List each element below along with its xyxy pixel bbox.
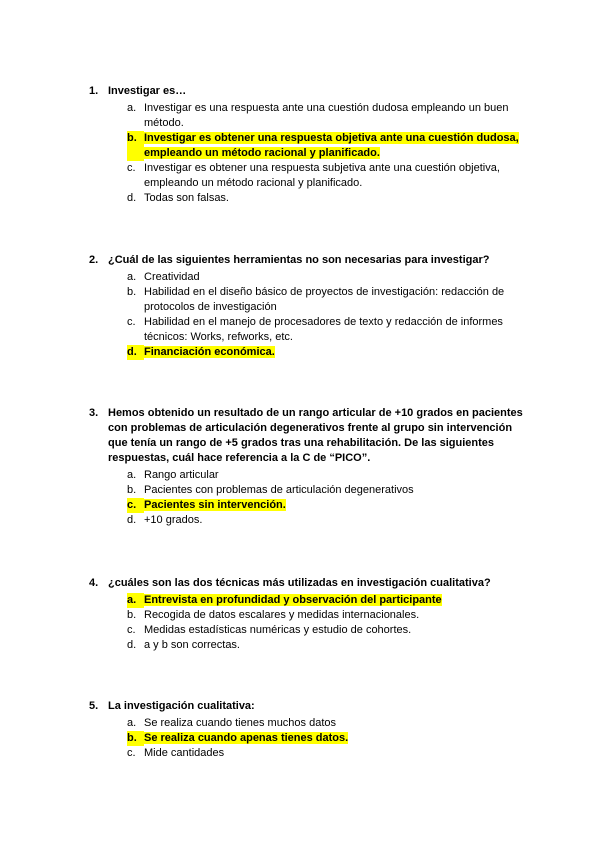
question-number: 1.	[89, 85, 99, 97]
option-text: Investigar es obtener una respuesta subjetiva ante una cuestión objetiva, empleando un método racional y planificado.	[144, 162, 500, 189]
question-text: ¿cuáles son las dos técnicas más utilizadas en investigación cualitativa?	[108, 577, 491, 589]
answer-option-a	[89, 101, 529, 131]
answer-option-d	[89, 513, 529, 528]
answer-option-b	[89, 483, 529, 498]
option-text: Rango articular	[144, 469, 219, 481]
answer-option-c	[89, 315, 529, 345]
answer-options	[89, 101, 529, 206]
question-text: Hemos obtenido un resultado de un rango articular de +10 grados en pacientes con problemas de articulación degenerativos frente al grupo sin intervención que tenía un rango de +5 grados tras una rehabilitación. De las siguientes respuestas, cuál hace referencia a la C de “PICO”.	[108, 407, 523, 464]
answer-option-b	[89, 731, 529, 746]
option-letter: d.	[127, 514, 137, 526]
question-4	[89, 576, 529, 653]
highlighted-answer-text: Entrevista en profundidad y observación del participante	[144, 594, 442, 606]
option-letter: c.	[127, 162, 136, 174]
option-text: Todas son falsas.	[144, 192, 229, 204]
option-text: Recogida de datos escalares y medidas internacionales.	[144, 609, 420, 621]
option-letter: c.	[127, 498, 144, 513]
option-letter: a.	[127, 469, 137, 481]
question-number: 3.	[89, 407, 99, 419]
question-5	[89, 699, 529, 761]
answer-option-a	[89, 593, 529, 608]
question-text: Investigar es…	[108, 85, 187, 97]
question-text: La investigación cualitativa:	[108, 700, 255, 712]
answer-option-d	[89, 191, 529, 206]
option-text: Se realiza cuando tienes muchos datos	[144, 717, 337, 729]
question-heading	[89, 576, 529, 591]
answer-option-c	[89, 498, 529, 513]
option-text: Habilidad en el manejo de procesadores de texto y redacción de informes técnicos: Works, refworks, etc.	[144, 316, 503, 343]
option-letter: d.	[127, 192, 137, 204]
answer-option-d	[89, 345, 529, 360]
answer-option-c	[89, 746, 529, 761]
option-letter: d.	[127, 345, 144, 360]
answer-option-c	[89, 623, 529, 638]
option-letter: a.	[127, 593, 144, 608]
option-text: +10 grados.	[144, 514, 203, 526]
question-text: ¿Cuál de las siguientes herramientas no son necesarias para investigar?	[108, 254, 490, 266]
option-letter: a.	[127, 271, 137, 283]
answer-option-a	[89, 270, 529, 285]
highlighted-answer-text: Financiación económica.	[144, 346, 275, 358]
answer-option-d	[89, 638, 529, 653]
option-letter: b.	[127, 609, 137, 621]
option-text: Mide cantidades	[144, 747, 225, 759]
option-letter: b.	[127, 286, 137, 298]
highlighted-answer-text: Investigar es obtener una respuesta objetiva ante una cuestión dudosa, empleando un método racional y planificado.	[144, 132, 519, 159]
option-text: a y b son correctas.	[144, 639, 240, 651]
answer-option-a	[89, 468, 529, 483]
question-number: 2.	[89, 254, 99, 266]
option-letter: c.	[127, 747, 136, 759]
answer-options	[89, 270, 529, 360]
answer-options	[89, 593, 529, 653]
answer-option-b	[89, 285, 529, 315]
answer-option-a	[89, 716, 529, 731]
option-text: Medidas estadísticas numéricas y estudio de cohortes.	[144, 624, 412, 636]
option-text: Creatividad	[144, 271, 200, 283]
answer-option-c	[89, 161, 529, 191]
option-text: Pacientes con problemas de articulación degenerativos	[144, 484, 414, 496]
option-letter: b.	[127, 484, 137, 496]
option-text: Habilidad en el diseño básico de proyectos de investigación: redacción de protocolos de investigación	[144, 286, 505, 313]
answer-option-b	[89, 131, 529, 161]
option-letter: d.	[127, 639, 137, 651]
question-heading	[89, 406, 529, 466]
question-number: 5.	[89, 700, 99, 712]
highlighted-answer-text: Se realiza cuando apenas tienes datos.	[144, 732, 349, 744]
option-letter: b.	[127, 731, 144, 746]
answer-options	[89, 716, 529, 761]
highlighted-answer-text: Pacientes sin intervención.	[144, 499, 286, 511]
question-heading	[89, 699, 529, 714]
question-heading	[89, 84, 529, 99]
answer-options	[89, 468, 529, 528]
question-heading	[89, 253, 529, 268]
question-1	[89, 84, 529, 206]
question-2	[89, 253, 529, 360]
question-number: 4.	[89, 577, 99, 589]
option-letter: b.	[127, 131, 144, 161]
option-letter: c.	[127, 316, 136, 328]
option-letter: a.	[127, 102, 137, 114]
option-letter: a.	[127, 717, 137, 729]
question-3	[89, 406, 529, 528]
option-text: Investigar es una respuesta ante una cuestión dudosa empleando un buen método.	[144, 102, 509, 129]
answer-option-b	[89, 608, 529, 623]
option-letter: c.	[127, 624, 136, 636]
